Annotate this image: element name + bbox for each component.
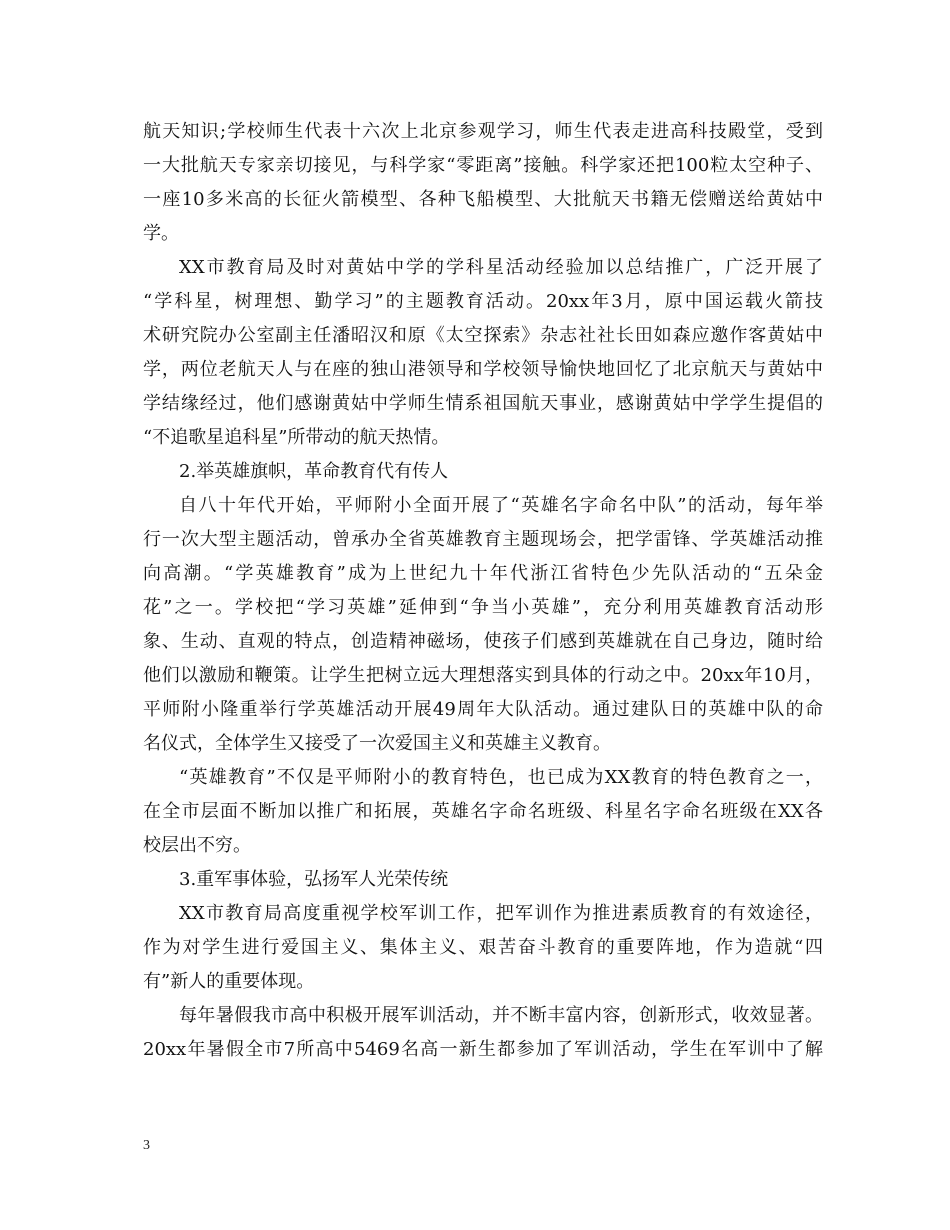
text-line: 行一次大型主题活动，曾承办全省英雄教育主题现场会，把学雷锋、学英雄活动推 (143, 529, 823, 550)
text-line: 校层出不穷。 (143, 835, 251, 856)
text-line: “英雄教育”不仅是平师附小的教育特色，也已成为XX教育的特色教育之一， (179, 767, 823, 788)
text-line: 作为对学生进行爱国主义、集体主义、艰苦奋斗教育的重要阵地，作为造就“四 (143, 937, 823, 958)
text-line: 有”新人的重要体现。 (143, 971, 315, 992)
text-line: 名仪式，全体学生又接受了一次爱国主义和英雄主义教育。 (143, 733, 611, 754)
text-line: 2.举英雄旗帜，革命教育代有传人 (179, 461, 449, 482)
text-line: 每年暑假我市高中积极开展军训活动，并不断丰富内容，创新形式，收效显著。 (179, 1005, 823, 1026)
text-line: 一座10多米高的长征火箭模型、各种飞船模型、大批航天书籍无偿赠送给黄姑中 (143, 189, 823, 210)
text-line: “学科星，树理想、勤学习”的主题教育活动。20xx年3月，原中国运载火箭技 (143, 291, 823, 312)
text-line: 学。 (143, 223, 179, 244)
text-line: 学结缘经过，他们感谢黄姑中学师生情系祖国航天事业，感谢黄姑中学学生提倡的 (143, 393, 823, 414)
text-line: 航天知识;学校师生代表十六次上北京参观学习，师生代表走进高科技殿堂，受到 (143, 121, 823, 142)
text-line: 术研究院办公室副主任潘昭汉和原《太空探索》杂志社社长田如森应邀作客黄姑中 (143, 325, 823, 346)
text-line: 向高潮。“学英雄教育”成为上世纪九十年代浙江省特色少先队活动的“五朵金 (143, 563, 823, 584)
text-line: 学，两位老航天人与在座的独山港领导和学校领导愉快地回忆了北京航天与黄姑中 (143, 359, 823, 380)
text-line: 平师附小隆重举行学英雄活动开展49周年大队活动。通过建队日的英雄中队的命 (143, 699, 823, 720)
text-line: 一大批航天专家亲切接见，与科学家“零距离”接触。科学家还把100粒太空种子、 (143, 155, 823, 176)
text-line: 在全市层面不断加以推广和拓展，英雄名字命名班级、科星名字命名班级在XX各 (143, 801, 823, 822)
text-line: XX市教育局高度重视学校军训工作，把军训作为推进素质教育的有效途径， (179, 903, 823, 924)
body-text (143, 115, 823, 1067)
text-line: “不追歌星追科星”所带动的航天热情。 (143, 427, 450, 448)
text-line: XX市教育局及时对黄姑中学的学科星活动经验加以总结推广，广泛开展了 (179, 257, 823, 278)
text-line: 20xx年暑假全市7所高中5469名高一新生都参加了军训活动，学生在军训中了解 (143, 1039, 823, 1060)
text-line: 他们以激励和鞭策。让学生把树立远大理想落实到具体的行动之中。20xx年10月， (143, 665, 823, 686)
text-line: 花”之一。学校把“学习英雄”延伸到“争当小英雄”，充分利用英雄教育活动形 (143, 597, 823, 618)
page-number: 3 (143, 1138, 150, 1153)
text-line: 象、生动、直观的特点，创造精神磁场，使孩子们感到英雄就在自己身边，随时给 (143, 631, 823, 652)
text-line: 3.重军事体验，弘扬军人光荣传统 (179, 869, 449, 890)
text-line: 自八十年代开始，平师附小全面开展了“英雄名字命名中队”的活动，每年举 (179, 495, 823, 516)
